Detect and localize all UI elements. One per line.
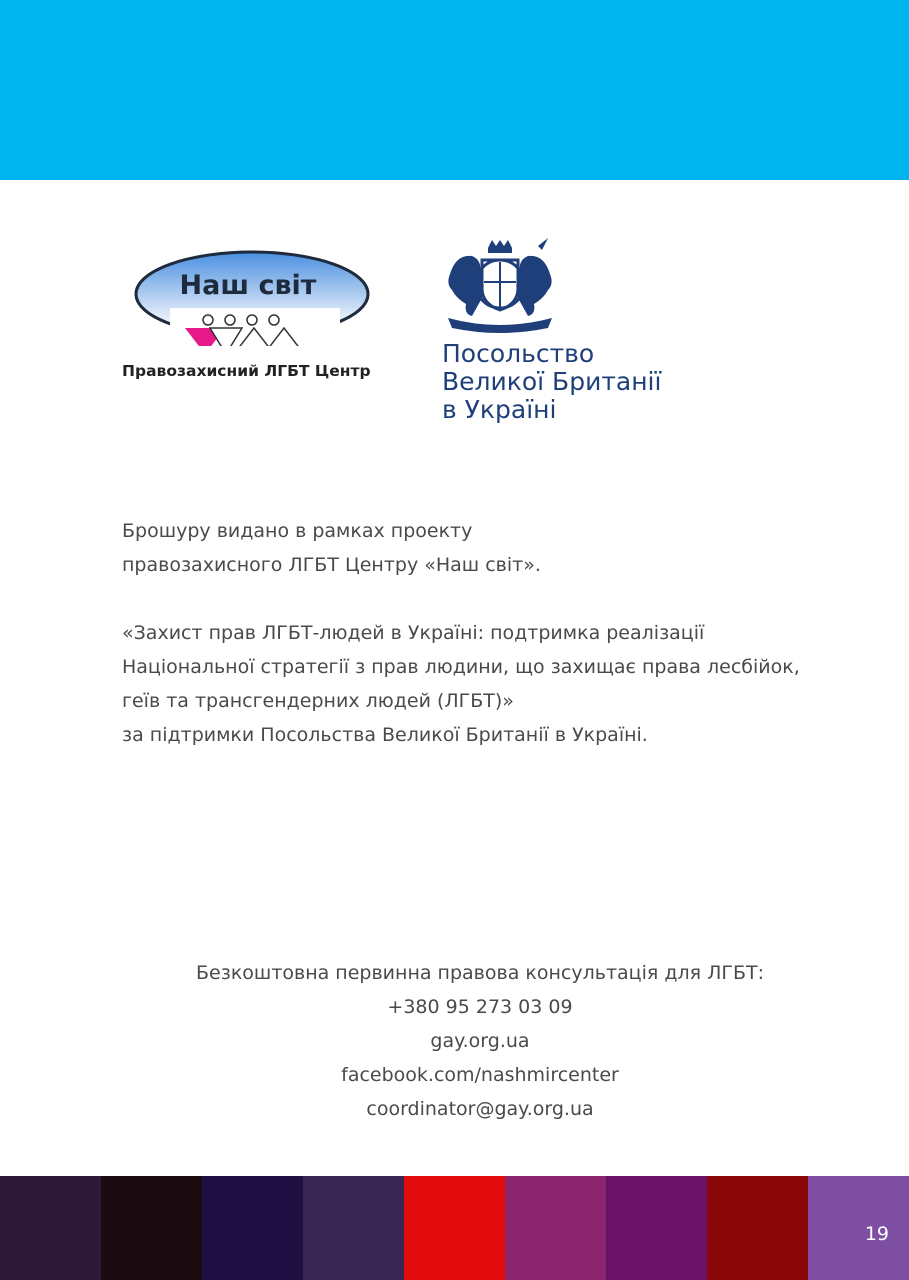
color-stripe xyxy=(808,1176,909,1280)
email-link[interactable]: coordinator@gay.org.ua xyxy=(366,1098,594,1120)
intro-line: правозахисного ЛГБТ Центру «Наш світ». xyxy=(122,554,541,576)
intro-line: Брошуру видано в рамках проекту xyxy=(122,520,473,542)
uk-embassy-logo xyxy=(440,232,700,432)
color-stripe xyxy=(606,1176,707,1280)
page-number: 19 xyxy=(864,1223,889,1245)
project-description xyxy=(122,514,862,752)
project-title-line: геїв та трансгендерних людей (ЛГБТ)» xyxy=(122,690,514,712)
facebook-link[interactable]: facebook.com/nashmircenter xyxy=(341,1064,619,1086)
embassy-name-line-2: Великої Британії xyxy=(442,367,662,396)
royal-coat-of-arms-icon xyxy=(442,236,558,336)
color-stripe xyxy=(505,1176,606,1280)
top-color-band xyxy=(0,0,909,180)
embassy-name-line-3: в Україні xyxy=(442,395,557,424)
consultation-heading: Безкоштовна первинна правова консультація для ЛГБТ: xyxy=(196,962,764,984)
contacts-block xyxy=(120,956,840,1126)
color-stripe xyxy=(202,1176,303,1280)
support-line: за підтримки Посольства Великої Британії в Україні. xyxy=(122,724,648,746)
project-title-line: Національної стратегії з прав людини, що захищає права лесбійок, xyxy=(122,656,800,678)
phone-number[interactable]: +380 95 273 03 09 xyxy=(387,996,573,1018)
website-link[interactable]: gay.org.ua xyxy=(430,1030,530,1052)
project-title-line: «Захист прав ЛГБТ-людей в Україні: подтримка реалізації xyxy=(122,622,705,644)
embassy-name xyxy=(442,340,702,424)
nash-svit-logo xyxy=(118,238,388,388)
color-stripe xyxy=(0,1176,101,1280)
nash-svit-title: Наш світ xyxy=(179,270,317,301)
color-stripe xyxy=(101,1176,202,1280)
bottom-color-stripes xyxy=(0,1176,909,1280)
color-stripe xyxy=(404,1176,505,1280)
color-stripe xyxy=(707,1176,808,1280)
embassy-name-line-1: Посольство xyxy=(442,339,595,368)
color-stripe xyxy=(303,1176,404,1280)
nash-svit-caption: Правозахисний ЛГБТ Центр xyxy=(122,362,371,380)
